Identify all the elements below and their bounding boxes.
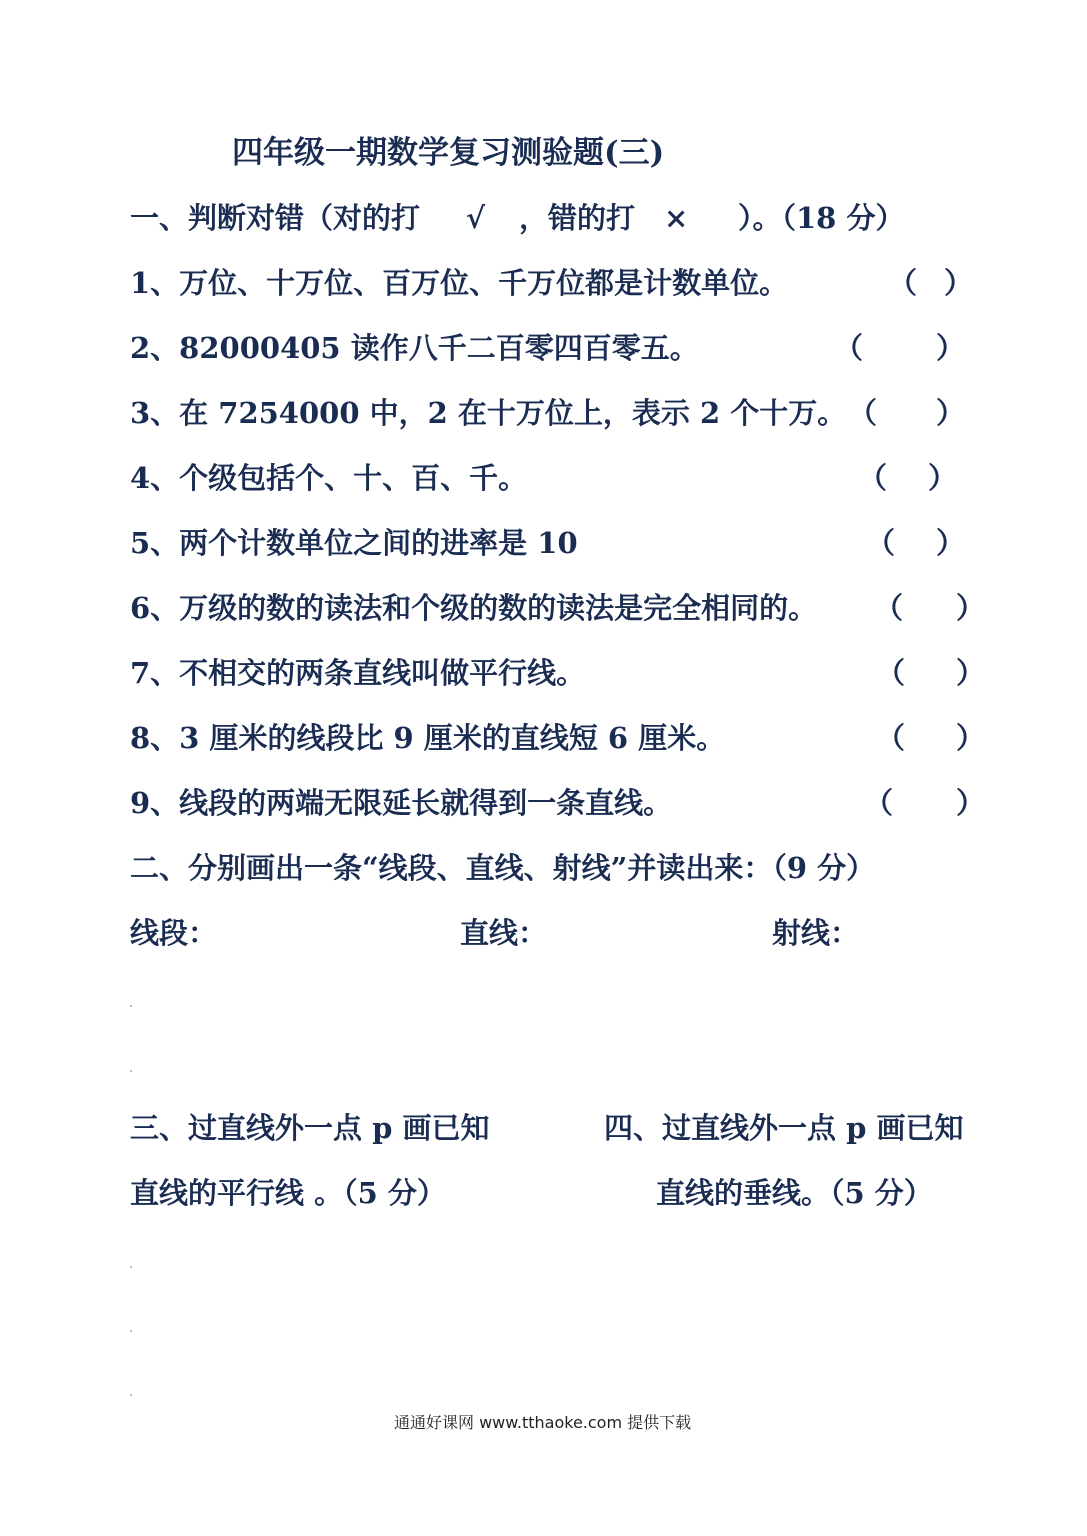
question-2: 2、82000405 读作八千二百零四百零五。 [130, 331, 699, 365]
question-5: 5、两个计数单位之间的进率是 10 [130, 526, 578, 560]
answer-paren-open-9: （ [864, 786, 894, 820]
answer-paren-close-8: ） [956, 721, 986, 755]
answer-paren-open-6: （ [874, 591, 904, 625]
answer-paren-open-8: （ [876, 721, 906, 755]
cross-mark: × [664, 201, 689, 235]
check-mark: √ [466, 201, 486, 235]
question-4: 4、个级包括个、十、百、千。 [130, 461, 528, 495]
question-3: 3、在 7254000 中，2 在十万位上，表示 2 个十万。 [130, 396, 847, 430]
answer-paren-close-7: ） [956, 656, 986, 690]
answer-paren-close-1: ） [944, 266, 974, 300]
section1-heading-middle: ，错的打 [519, 201, 636, 235]
answer-paren-open-1: （ [888, 266, 918, 300]
answer-paren-open-4: （ [858, 461, 888, 495]
answer-paren-close-3: ） [936, 396, 966, 430]
section1-heading-suffix: ）。（18 分） [738, 201, 905, 235]
answer-paren-close-9: ） [956, 786, 986, 820]
label-line: 直线： [460, 916, 548, 950]
footer-source: 通通好课网 www.tthaoke.com 提供下载 [394, 1413, 692, 1432]
answer-paren-open-2: （ [834, 331, 864, 365]
answer-paren-close-5: ） [936, 526, 966, 560]
section3-line2: 直线的平行线 。（5 分） [130, 1176, 446, 1210]
question-9: 9、线段的两端无限延长就得到一条直线。 [130, 786, 673, 820]
section4-line1: 四、过直线外一点 p 画已知 [604, 1111, 964, 1145]
answer-paren-open-7: （ [876, 656, 906, 690]
scan-speck [130, 1330, 132, 1332]
scan-speck [130, 1266, 132, 1268]
answer-paren-open-3: （ [848, 396, 878, 430]
section4-line2: 直线的垂线。（5 分） [656, 1176, 933, 1210]
question-6: 6、万级的数的读法和个级的数的读法是完全相同的。 [130, 591, 818, 625]
section2-heading: 二、分别画出一条“线段、直线、射线”并读出来：（9 分） [130, 851, 876, 885]
scan-speck [130, 1005, 132, 1007]
question-1: 1、万位、十万位、百万位、千万位都是计数单位。 [130, 266, 789, 300]
answer-paren-open-5: （ [866, 526, 896, 560]
scan-speck [130, 1070, 132, 1072]
question-8: 8、3 厘米的线段比 9 厘米的直线短 6 厘米。 [130, 721, 726, 755]
question-7: 7、不相交的两条直线叫做平行线。 [130, 656, 586, 690]
answer-paren-close-4: ） [928, 461, 958, 495]
answer-paren-close-2: ） [936, 331, 966, 365]
answer-paren-close-6: ） [956, 591, 986, 625]
section1-heading-prefix: 一、判断对错（对的打 [130, 201, 421, 235]
label-segment: 线段： [130, 916, 218, 950]
page-title: 四年级一期数学复习测验题(三) [232, 135, 665, 171]
label-ray: 射线： [772, 916, 860, 950]
section3-line1: 三、过直线外一点 p 画已知 [130, 1111, 490, 1145]
scan-speck [130, 1394, 132, 1396]
